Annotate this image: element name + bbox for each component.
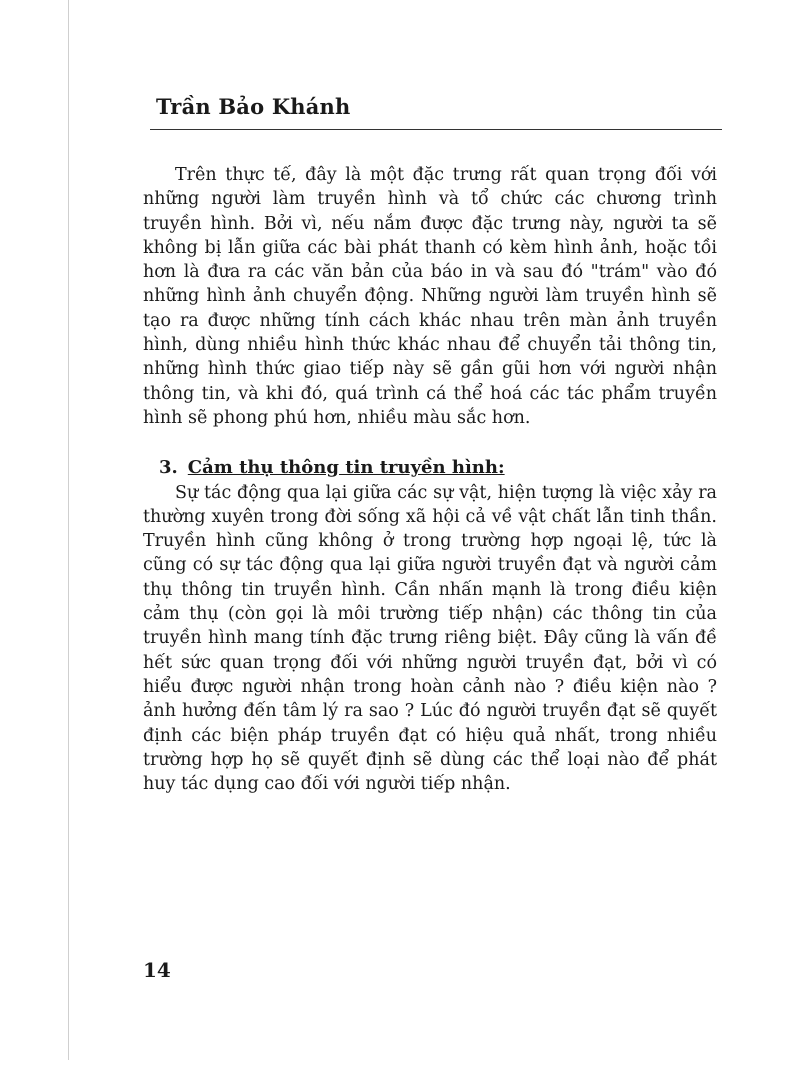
section-number: 3. (159, 457, 178, 479)
section-heading (159, 456, 717, 480)
page-number: 14 (143, 958, 171, 982)
binding-margin-line (68, 0, 69, 1060)
header-rule (150, 129, 722, 130)
paragraph-1: Trên thực tế, đây là một đặc trưng rất quan trọng đối với những người làm truyền hình và tổ chức các chương trình truyền hình. Bởi vì, nếu nắm được đặc trưng này, người ta sẽ không bị lẫn giữa các bài phát thanh có kèm hình ảnh, hoặc tồi hơn là đưa ra các văn bản của báo in và sau đó "trám" vào đó những hình ảnh chuyển động. Những người làm truyền hình sẽ tạo ra được những tính cách khác nhau trên màn ảnh truyền hình, dùng nhiều hình thức khác nhau để chuyển tải thông tin, những hình thức giao tiếp này sẽ gần gũi hơn với người nhận thông tin, và khi đó, quá trình cá thể hoá các tác phẩm truyền hình sẽ phong phú hơn, nhiều màu sắc hơn. (143, 165, 717, 428)
paragraph-2: Sự tác động qua lại giữa các sự vật, hiện tượng là việc xảy ra thường xuyên trong đời sống xã hội cả về vật chất lẫn tinh thần. Truyền hình cũng không ở trong trường hợp ngoại lệ, tức là cũng có sự tác động qua lại giữa người truyền đạt và người cảm thụ thông tin truyền hình. Cần nhấn mạnh là trong điều kiện cảm thụ (còn gọi là môi trường tiếp nhận) các thông tin của truyền hình mang tính đặc trưng riêng biệt. Đây cũng là vấn đề hết sức quan trọng đối với những người truyền đạt, bởi vì có hiểu được người nhận trong hoàn cảnh nào ? điều kiện nào ? ảnh hưởng đến tâm lý ra sao ? Lúc đó người truyền đạt sẽ quyết định các biện pháp truyền đạt có hiệu quả nhất, trong nhiều trường hợp họ sẽ quyết định sẽ dùng các thể loại nào để phát huy tác dụng cao đối với người tiếp nhận. (143, 482, 717, 795)
section-title: Cảm thụ thông tin truyền hình: (187, 457, 505, 479)
running-header-author: Trần Bảo Khánh (156, 94, 351, 119)
page-body (143, 163, 717, 796)
